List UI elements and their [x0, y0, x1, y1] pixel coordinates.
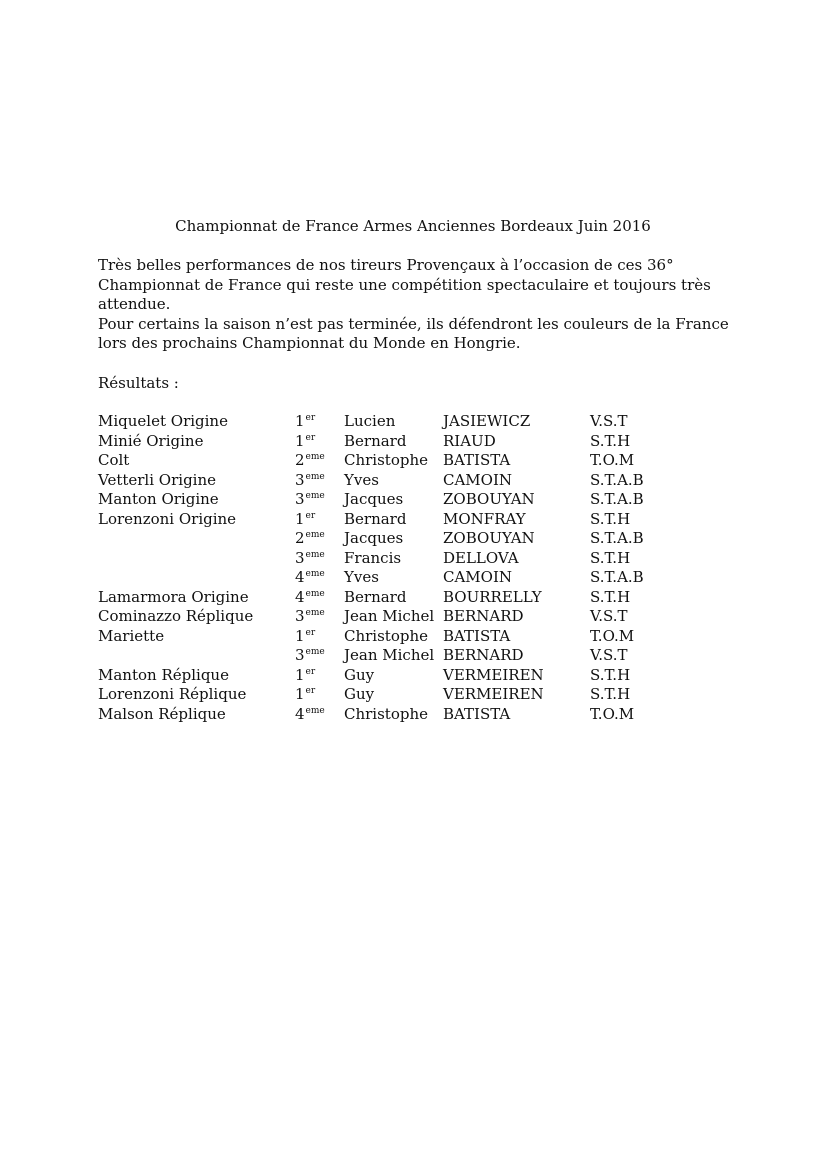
- event-name: Manton Réplique: [98, 665, 229, 684]
- results-row: [98, 549, 738, 569]
- last-name: BATISTA: [443, 704, 511, 723]
- club-name: T.O.M: [590, 626, 635, 645]
- last-name: ZOBOUYAN: [443, 490, 535, 508]
- results-row: [98, 451, 738, 471]
- rank-suffix: er: [305, 413, 316, 423]
- rank-number: 1: [295, 665, 305, 684]
- last-name: JASIEWICZ: [443, 412, 531, 430]
- event-name: Vetterli Origine: [98, 470, 217, 489]
- first-name: Yves: [344, 470, 379, 489]
- club-name: V.S.T: [590, 607, 628, 625]
- event-name: Lamarmora Origine: [98, 587, 249, 606]
- results-row: [98, 588, 738, 608]
- club-name: S.T.H: [590, 431, 631, 450]
- rank-number: 3: [295, 548, 305, 567]
- rank-suffix: er: [305, 686, 316, 696]
- last-name: MONFRAY: [443, 509, 526, 528]
- club-name: T.O.M: [590, 451, 635, 469]
- intro-paragraph-2: Pour certains la saison n’est pas terminée, ils défendront les couleurs de la France lors des prochains Championnat du Monde en Hongrie.: [98, 314, 729, 352]
- event-name: Mariette: [98, 626, 165, 645]
- first-name: Bernard: [344, 431, 407, 450]
- first-name: Yves: [344, 568, 379, 586]
- first-name: Jacques: [344, 529, 404, 547]
- rank-suffix: eme: [305, 491, 325, 501]
- first-name: Jacques: [344, 490, 404, 508]
- rank-suffix: eme: [305, 530, 325, 540]
- rank-number: 1: [295, 509, 305, 528]
- results-row: [98, 607, 738, 627]
- rank-suffix: eme: [305, 452, 325, 462]
- club-name: S.T.H: [590, 509, 631, 528]
- last-name: DELLOVA: [443, 548, 519, 567]
- first-name: Bernard: [344, 509, 407, 528]
- intro-text: [98, 256, 738, 354]
- last-name: ZOBOUYAN: [443, 529, 535, 547]
- rank-number: 2: [295, 529, 305, 547]
- rank-number: 2: [295, 451, 305, 469]
- results-row: [98, 432, 738, 452]
- results-row: [98, 471, 738, 491]
- rank-number: 1: [295, 626, 305, 645]
- first-name: Christophe: [344, 704, 429, 723]
- first-name: Jean Michel: [344, 607, 435, 625]
- last-name: BERNARD: [443, 607, 524, 625]
- results-row: [98, 685, 738, 705]
- club-name: V.S.T: [590, 412, 628, 430]
- rank-suffix: eme: [305, 549, 325, 560]
- last-name: CAMOIN: [443, 470, 513, 489]
- last-name: BATISTA: [443, 626, 511, 645]
- intro-paragraph-1: Très belles performances de nos tireurs Provençaux à l’occasion de ces 36° Championnat de France qui reste une compétition spectaculaire et toujours très attendue.: [98, 256, 711, 313]
- rank-suffix: eme: [305, 647, 325, 657]
- first-name: Lucien: [344, 412, 396, 430]
- rank-number: 3: [295, 646, 305, 664]
- first-name: Bernard: [344, 587, 407, 606]
- rank-number: 3: [295, 470, 305, 489]
- rank-suffix: eme: [305, 705, 325, 716]
- last-name: VERMEIREN: [443, 665, 544, 684]
- first-name: Francis: [344, 548, 402, 567]
- results-label: Résultats :: [98, 374, 179, 392]
- rank-suffix: eme: [305, 588, 325, 599]
- rank-number: 4: [295, 587, 305, 606]
- first-name: Guy: [344, 665, 375, 684]
- results-row: [98, 666, 738, 686]
- club-name: S.T.H: [590, 587, 631, 606]
- club-name: S.T.A.B: [590, 470, 644, 489]
- last-name: VERMEIREN: [443, 685, 544, 703]
- club-name: S.T.A.B: [590, 529, 644, 547]
- event-name: Manton Origine: [98, 490, 219, 508]
- event-name: Malson Réplique: [98, 704, 226, 723]
- document-title: Championnat de France Armes Anciennes Bordeaux Juin 2016: [175, 217, 651, 235]
- rank-number: 1: [295, 431, 305, 450]
- event-name: Lorenzoni Origine: [98, 509, 237, 528]
- event-name: Lorenzoni Réplique: [98, 685, 247, 703]
- results-row: [98, 529, 738, 549]
- results-row: [98, 646, 738, 666]
- event-name: Minié Origine: [98, 431, 204, 450]
- club-name: S.T.A.B: [590, 490, 644, 508]
- results-row: [98, 490, 738, 510]
- last-name: RIAUD: [443, 431, 496, 450]
- rank-suffix: er: [305, 666, 316, 677]
- club-name: V.S.T: [590, 646, 628, 664]
- club-name: S.T.H: [590, 548, 631, 567]
- rank-suffix: er: [305, 510, 316, 521]
- rank-suffix: eme: [305, 471, 325, 482]
- rank-number: 4: [295, 704, 305, 723]
- club-name: S.T.A.B: [590, 568, 644, 586]
- rank-number: 4: [295, 568, 305, 586]
- last-name: BOURRELLY: [443, 587, 542, 606]
- first-name: Guy: [344, 685, 375, 703]
- club-name: S.T.H: [590, 665, 631, 684]
- results-row: [98, 705, 738, 725]
- last-name: BERNARD: [443, 646, 524, 664]
- rank-number: 3: [295, 607, 305, 625]
- last-name: CAMOIN: [443, 568, 513, 586]
- results-row: [98, 510, 738, 530]
- first-name: Jean Michel: [344, 646, 435, 664]
- results-row: [98, 627, 738, 647]
- first-name: Christophe: [344, 451, 429, 469]
- rank-suffix: er: [305, 627, 316, 638]
- club-name: T.O.M: [590, 704, 635, 723]
- club-name: S.T.H: [590, 685, 631, 703]
- results-row: [98, 412, 738, 432]
- event-name: Miquelet Origine: [98, 412, 228, 430]
- last-name: BATISTA: [443, 451, 511, 469]
- rank: [295, 705, 325, 728]
- rank-number: 3: [295, 490, 305, 508]
- event-name: Cominazzo Réplique: [98, 607, 254, 625]
- results-table: [98, 412, 738, 724]
- rank-suffix: eme: [305, 569, 325, 579]
- results-row: [98, 568, 738, 588]
- rank-number: 1: [295, 412, 305, 430]
- rank-suffix: eme: [305, 608, 325, 618]
- rank-number: 1: [295, 685, 305, 703]
- event-name: Colt: [98, 451, 130, 469]
- first-name: Christophe: [344, 626, 429, 645]
- rank-suffix: er: [305, 432, 316, 443]
